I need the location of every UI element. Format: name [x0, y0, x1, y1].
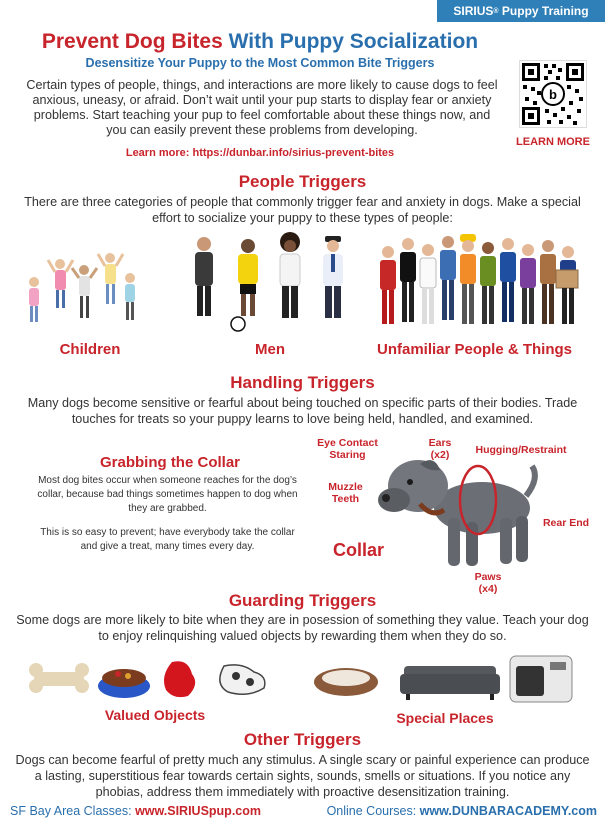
qr-code[interactable]	[519, 60, 587, 128]
intro-text: Certain types of people, things, and interactions are more likely to cause dogs to feel anxious, uneasy, or afraid. Don’t wait until your pup starts to display fear or anxiety problems. Start teaching your pup to feel comfortable about these things now, and you can easily prevent these problems from developing.	[26, 78, 498, 137]
footer	[0, 804, 605, 820]
category-children: Children	[59, 341, 121, 358]
label-paws: Paws (x4)	[474, 571, 502, 595]
handling-triggers-text: Many dogs become sensitive or fearful about being touched on specific parts of their bodies. Trade touches for treats so your puppy learns to love being held, handled, and examined.	[27, 396, 578, 426]
label-ears: Ears (x2)	[428, 437, 452, 461]
brand-name: SIRIUS	[453, 4, 494, 18]
label-eye-contact: Eye Contact Staring	[317, 437, 378, 461]
footer-right-label: Online Courses:	[326, 804, 417, 818]
grabbing-collar-text-1: Most dog bites occur when someone reaches for the dog’s collar, because bad things sometimes happen to dog when they are grabbed.	[37, 475, 298, 514]
category-unfamiliar: Unfamiliar People & Things	[376, 341, 573, 358]
footer-right-link[interactable]: www.DUNBARACADEMY.com	[419, 804, 597, 818]
label-hugging: Hugging/Restraint	[475, 444, 567, 456]
brand-suffix: Puppy Training	[498, 4, 589, 18]
title-part2: With Puppy Socialization	[228, 30, 479, 53]
brand-reg: ®	[493, 7, 499, 15]
grabbing-collar-text-2: This is so easy to prevent; have everybody take the collar and give a treat, many times every day.	[40, 527, 295, 552]
footer-left-link[interactable]: www.SIRIUSpup.com	[135, 804, 261, 818]
label-rear-end: Rear End	[542, 517, 590, 529]
title-part1: Prevent Dog Bites	[41, 30, 223, 53]
people-triggers-title: People Triggers	[238, 172, 367, 191]
page-title	[0, 30, 520, 54]
brand-tag	[437, 0, 605, 22]
footer-left-label: SF Bay Area Classes:	[10, 804, 132, 818]
special-places-label: Special Places	[396, 710, 494, 726]
men-illustration	[186, 232, 356, 340]
child-figure	[29, 253, 135, 322]
svg-text:b: b	[549, 87, 557, 102]
qr-learn-more-label: LEARN MORE	[516, 136, 590, 148]
handling-triggers-title: Handling Triggers	[230, 373, 375, 392]
other-triggers-text: Dogs can become fearful of pretty much any stimulus. A single scary or painful experience can produce a lasting, superstitious fear towards certain sights, sounds, smells or situations. If you notice any phobias, address them immediately with proactive desensitization training.	[15, 753, 590, 799]
page-subtitle: Desensitize Your Puppy to the Most Common Bite Triggers	[85, 56, 435, 70]
grabbing-collar-title: Grabbing the Collar	[99, 454, 240, 471]
label-muzzle: Muzzle Teeth	[328, 481, 363, 505]
other-triggers-title: Other Triggers	[243, 730, 362, 749]
children-illustration	[20, 248, 140, 338]
footer-left	[10, 804, 261, 818]
category-men: Men	[255, 341, 285, 358]
unfamiliar-people-illustration	[376, 230, 581, 338]
guarding-triggers-text: Some dogs are more likely to bite when they are in posession of something they value. Teach your dog to enjoy relinquishing valued objects by rewarding them when they do so.	[16, 613, 589, 643]
people-triggers-text: There are three categories of people that commonly trigger fear and anxiety in dogs. Make a special effort to socialize your puppy to these types of people:	[24, 195, 581, 225]
special-places-illustration	[312, 650, 582, 706]
valued-objects-illustration	[28, 654, 283, 704]
guarding-triggers-title: Guarding Triggers	[228, 591, 377, 610]
footer-right	[327, 804, 597, 818]
label-collar: Collar	[333, 540, 385, 560]
valued-objects-label: Valued Objects	[104, 707, 206, 723]
learn-more-link[interactable]: Learn more: https://dunbar.info/sirius-prevent-bites	[125, 147, 395, 159]
